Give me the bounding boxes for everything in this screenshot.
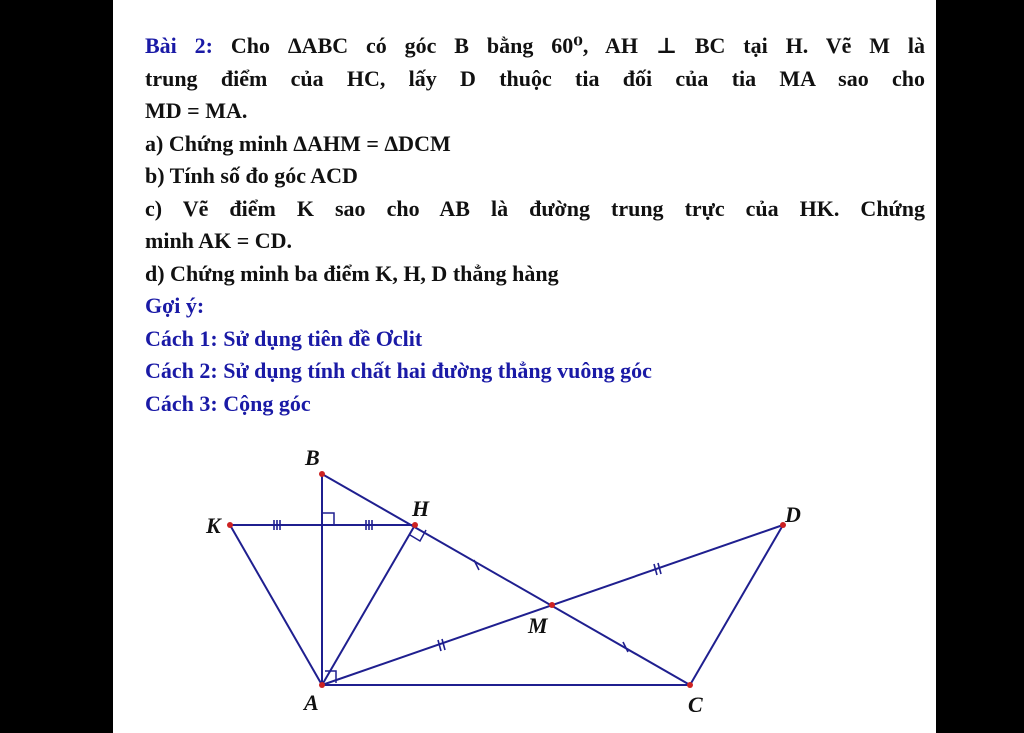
problem-line-1-body: Cho ΔABC có góc B bằng 60⁰, AH ⊥ BC tại H. Vẽ M là [230, 33, 926, 58]
segment-CD [690, 525, 783, 685]
problem-number: Bài 2: [145, 33, 213, 58]
point-C [687, 682, 693, 688]
label-B: B [305, 445, 320, 470]
question-c-line-2: minh AK = CD. [145, 228, 293, 253]
hint-way-3: Cách 3: Cộng góc [145, 390, 311, 416]
right-angle-mark-KH-AB [322, 513, 334, 525]
question-c-line-1: c) Vẽ điểm K sao cho AB là đường trung trực của HK. Chứng [145, 195, 925, 221]
label-K: K [206, 513, 221, 538]
label-H: H [412, 496, 430, 521]
hint-title: Gợi ý: [145, 293, 205, 318]
label-D: D [785, 502, 801, 527]
segment-BC [322, 474, 690, 685]
figure-lines [230, 474, 783, 685]
problem-line-3: MD = MA. [145, 98, 248, 123]
label-C: C [688, 692, 703, 717]
point-labels [205, 445, 801, 717]
label-A: A [304, 690, 319, 715]
question-a: a) Chứng minh ΔAHM = ΔDCM [145, 130, 451, 156]
point-M [549, 602, 555, 608]
segment-AH [322, 525, 415, 685]
hint-way-2: Cách 2: Sử dụng tính chất hai đường thẳng vuông góc [145, 358, 652, 383]
tick-marks [274, 520, 661, 652]
hint-way-1: Cách 1: Sử dụng tiên đề Ơclit [145, 325, 423, 351]
point-A [319, 682, 325, 688]
tick-AM-2 [442, 639, 445, 650]
segment-KA [230, 525, 322, 685]
point-B [319, 471, 325, 477]
problem-line-2: trung điểm của HC, lấy D thuộc tia đối của tia MA sao cho [145, 65, 925, 91]
point-H [412, 522, 418, 528]
point-K [227, 522, 233, 528]
question-d: d) Chứng minh ba điểm K, H, D thẳng hàng [145, 260, 559, 286]
label-M: M [528, 613, 548, 638]
question-b: b) Tính số đo góc ACD [145, 163, 358, 188]
